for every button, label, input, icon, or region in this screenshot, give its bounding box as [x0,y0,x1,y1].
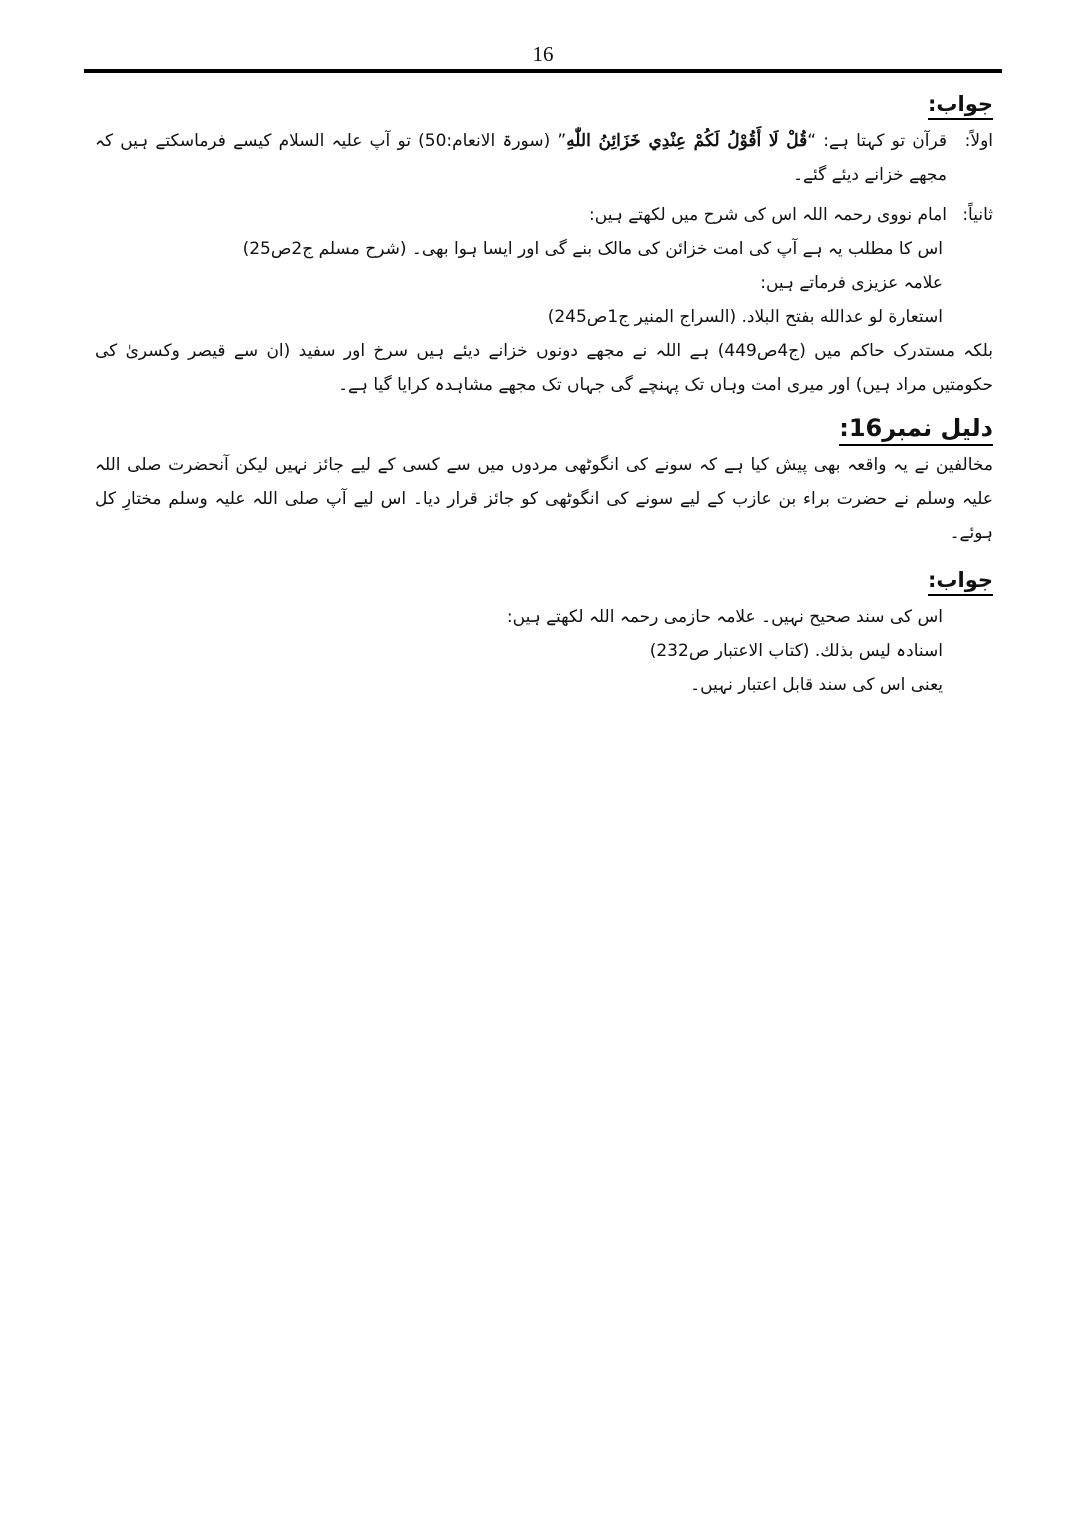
second-point-block [95,232,943,334]
second-point-intro: امام نووی رحمہ اللہ اس کی شرح میں لکھتے ہیں: [589,205,947,225]
hazimi-reference: (کتاب الاعتبار ص232) [649,641,815,661]
azizi-reference: (السراج المنیر ج1ص245) [547,307,742,327]
page-body [95,78,993,702]
dalil-heading-text: دلیل نمبر16: [839,414,993,446]
first-point-label: اولاً: [964,131,993,151]
dalil-heading [95,408,993,448]
quran-ayah: قُلْ لَا أَقُوْلُ لَكُمْ عِنْدِي خَزَائِنُ اللّٰهِ [566,131,808,151]
azizi-intro: علامہ عزیزی فرماتے ہیں: [760,273,943,293]
first-point [95,124,993,192]
first-point-pre: قرآن تو کہتا ہے: “ [807,131,948,151]
hazimi-intro: اس کی سند صحیح نہیں۔ علامہ حازمی رحمہ اللہ لکھتے ہیں: [506,607,943,627]
second-point [95,198,993,232]
nawawi-quote: اس کا مطلب یہ ہے آپ کی امت خزائن کی مالک بنے گی اور ایسا ہوا بھی۔ (شرح مسلم ج2ص25) [242,239,943,259]
second-point-label: ثانیاً: [962,205,993,225]
first-point-post: ” (سورۃ الانعام:50) تو آپ علیہ السلام کیسے فرماسکتے ہیں کہ مجھے خزانے دیئے گئے۔ [95,131,947,185]
azizi-quote [95,300,943,334]
answer2-block [95,600,943,702]
answer2-heading [95,560,993,600]
answer-heading-text: جواب: [928,92,993,120]
azizi-arabic: استعارة لو عدالله بفتح البلاد. [741,307,943,327]
hazimi-arabic: اسنادہ لیس بذلك. [814,641,943,661]
header-rule [84,69,1002,73]
answer2-heading-text: جواب: [928,568,993,596]
dalil-paragraph: مخالفین نے یہ واقعہ بھی پیش کیا ہے کہ سونے کی انگوٹھی مردوں میں سے کسی کے لیے جائز نہیں لیکن آنحضرت صلی اللہ علیہ وسلم نے حضرت براء بن عازب کے لیے سونے کی انگوٹھی کو جائز قرار دیا۔ اس لیے آپ صلی اللہ علیہ وسلم مختارِ کل ہوئے۔ [95,455,993,543]
page-number: 16 [532,42,554,66]
mustadrak-paragraph: بلکہ مستدرک حاکم میں (ج4ص449) ہے اللہ نے مجھے دونوں خزانے دیئے ہیں سرخ اور سفید (ان سے قیصر وکسریٰ کی حکومتیں مراد ہیں) اور میری امت وہاں تک پہنچے گی جہاں تک مجھے مشاہدہ کرایا گیا ہے۔ [95,341,993,395]
first-point-text [95,124,947,192]
answer-heading [95,84,993,124]
hazimi-conclusion: یعنی اس کی سند قابل اعتبار نہیں۔ [690,675,943,695]
hazimi-quote [95,634,943,668]
